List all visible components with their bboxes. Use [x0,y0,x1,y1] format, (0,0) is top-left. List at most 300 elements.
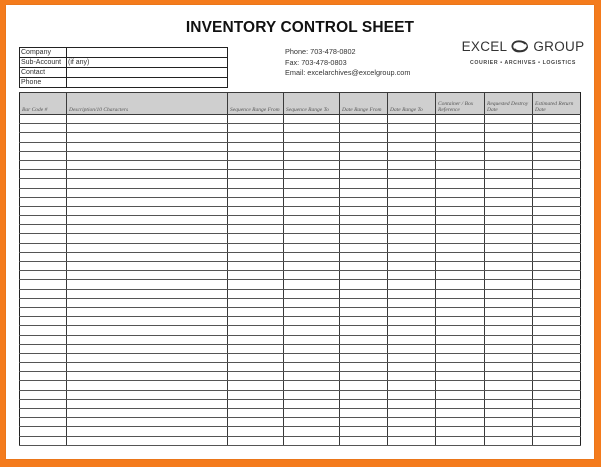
table-cell[interactable] [228,399,284,408]
table-cell[interactable] [340,170,388,179]
table-cell[interactable] [228,409,284,418]
table-cell[interactable] [388,418,436,427]
table-cell[interactable] [436,216,485,225]
table-cell[interactable] [485,326,533,335]
table-cell[interactable] [436,363,485,372]
table-cell[interactable] [20,399,67,408]
table-cell[interactable] [388,353,436,362]
table-cell[interactable] [533,252,581,261]
table-cell[interactable] [485,381,533,390]
table-cell[interactable] [485,399,533,408]
table-cell[interactable] [533,307,581,316]
table-cell[interactable] [67,363,228,372]
table-cell[interactable] [436,124,485,133]
table-cell[interactable] [485,409,533,418]
table-cell[interactable] [228,317,284,326]
table-cell[interactable] [67,133,228,142]
table-cell[interactable] [20,151,67,160]
table-cell[interactable] [20,188,67,197]
table-cell[interactable] [20,133,67,142]
table-cell[interactable] [533,280,581,289]
table-cell[interactable] [533,409,581,418]
table-cell[interactable] [67,427,228,436]
table-cell[interactable] [228,243,284,252]
table-cell[interactable] [228,280,284,289]
table-cell[interactable] [533,390,581,399]
table-cell[interactable] [67,170,228,179]
table-cell[interactable] [436,225,485,234]
table-cell[interactable] [436,409,485,418]
phone-field[interactable] [67,78,227,87]
table-cell[interactable] [228,289,284,298]
table-cell[interactable] [388,289,436,298]
table-cell[interactable] [388,179,436,188]
table-cell[interactable] [228,344,284,353]
table-cell[interactable] [340,436,388,445]
table-cell[interactable] [67,188,228,197]
table-cell[interactable] [388,160,436,169]
table-cell[interactable] [436,179,485,188]
table-cell[interactable] [67,124,228,133]
table-cell[interactable] [228,142,284,151]
table-cell[interactable] [20,252,67,261]
table-cell[interactable] [228,179,284,188]
table-cell[interactable] [533,151,581,160]
table-cell[interactable] [67,326,228,335]
table-cell[interactable] [340,298,388,307]
table-cell[interactable] [284,317,340,326]
table-cell[interactable] [284,390,340,399]
table-cell[interactable] [67,225,228,234]
table-cell[interactable] [340,317,388,326]
table-cell[interactable] [533,206,581,215]
table-cell[interactable] [533,289,581,298]
table-cell[interactable] [533,427,581,436]
table-cell[interactable] [20,197,67,206]
table-cell[interactable] [533,234,581,243]
table-cell[interactable] [67,307,228,316]
table-cell[interactable] [284,160,340,169]
table-cell[interactable] [436,234,485,243]
table-cell[interactable] [284,409,340,418]
table-cell[interactable] [284,353,340,362]
table-cell[interactable] [228,225,284,234]
table-cell[interactable] [533,317,581,326]
table-cell[interactable] [533,133,581,142]
table-cell[interactable] [485,124,533,133]
table-cell[interactable] [436,160,485,169]
table-cell[interactable] [436,289,485,298]
table-cell[interactable] [340,280,388,289]
table-cell[interactable] [340,243,388,252]
table-cell[interactable] [533,216,581,225]
table-cell[interactable] [228,252,284,261]
table-cell[interactable] [485,280,533,289]
table-cell[interactable] [228,133,284,142]
table-cell[interactable] [228,124,284,133]
table-cell[interactable] [228,436,284,445]
table-cell[interactable] [20,307,67,316]
table-cell[interactable] [340,115,388,124]
table-cell[interactable] [436,335,485,344]
table-cell[interactable] [533,197,581,206]
table-cell[interactable] [67,271,228,280]
table-cell[interactable] [388,363,436,372]
table-cell[interactable] [485,372,533,381]
table-cell[interactable] [436,353,485,362]
table-cell[interactable] [284,243,340,252]
table-cell[interactable] [228,363,284,372]
table-cell[interactable] [388,124,436,133]
table-cell[interactable] [436,252,485,261]
table-cell[interactable] [388,243,436,252]
table-cell[interactable] [228,234,284,243]
table-cell[interactable] [20,243,67,252]
table-cell[interactable] [340,390,388,399]
table-cell[interactable] [388,115,436,124]
table-cell[interactable] [284,271,340,280]
table-cell[interactable] [340,289,388,298]
table-cell[interactable] [20,115,67,124]
table-cell[interactable] [20,142,67,151]
table-cell[interactable] [228,170,284,179]
table-cell[interactable] [485,289,533,298]
table-cell[interactable] [436,390,485,399]
table-cell[interactable] [533,124,581,133]
table-cell[interactable] [228,151,284,160]
table-cell[interactable] [340,409,388,418]
table-cell[interactable] [20,160,67,169]
table-cell[interactable] [485,344,533,353]
table-cell[interactable] [485,151,533,160]
table-cell[interactable] [533,262,581,271]
table-cell[interactable] [485,179,533,188]
table-cell[interactable] [20,372,67,381]
table-cell[interactable] [284,179,340,188]
table-cell[interactable] [388,317,436,326]
sub-account-field[interactable]: (if any) [68,59,90,66]
table-cell[interactable] [485,271,533,280]
table-cell[interactable] [436,436,485,445]
table-cell[interactable] [284,188,340,197]
table-cell[interactable] [388,151,436,160]
table-cell[interactable] [533,170,581,179]
table-cell[interactable] [533,418,581,427]
table-cell[interactable] [533,335,581,344]
table-cell[interactable] [388,307,436,316]
table-cell[interactable] [436,133,485,142]
table-cell[interactable] [388,271,436,280]
table-cell[interactable] [485,298,533,307]
table-cell[interactable] [436,151,485,160]
table-cell[interactable] [485,418,533,427]
table-cell[interactable] [228,188,284,197]
table-cell[interactable] [284,225,340,234]
table-cell[interactable] [228,216,284,225]
table-cell[interactable] [67,335,228,344]
table-cell[interactable] [20,390,67,399]
table-cell[interactable] [67,280,228,289]
table-cell[interactable] [533,326,581,335]
table-cell[interactable] [340,372,388,381]
table-cell[interactable] [20,271,67,280]
table-cell[interactable] [20,436,67,445]
table-cell[interactable] [284,372,340,381]
table-cell[interactable] [485,252,533,261]
table-cell[interactable] [533,188,581,197]
table-cell[interactable] [388,225,436,234]
table-cell[interactable] [67,197,228,206]
table-cell[interactable] [436,381,485,390]
table-cell[interactable] [340,151,388,160]
table-cell[interactable] [436,170,485,179]
table-cell[interactable] [228,206,284,215]
table-cell[interactable] [67,372,228,381]
table-cell[interactable] [284,234,340,243]
table-cell[interactable] [284,436,340,445]
table-cell[interactable] [533,115,581,124]
table-cell[interactable] [533,243,581,252]
table-cell[interactable] [485,335,533,344]
table-cell[interactable] [284,170,340,179]
company-field[interactable] [67,48,227,57]
table-cell[interactable] [20,427,67,436]
table-cell[interactable] [340,225,388,234]
table-cell[interactable] [67,390,228,399]
table-cell[interactable] [436,326,485,335]
table-cell[interactable] [284,363,340,372]
table-cell[interactable] [67,160,228,169]
table-cell[interactable] [388,142,436,151]
table-cell[interactable] [284,399,340,408]
table-cell[interactable] [388,234,436,243]
table-cell[interactable] [436,298,485,307]
table-cell[interactable] [533,381,581,390]
table-cell[interactable] [228,160,284,169]
table-cell[interactable] [436,418,485,427]
table-cell[interactable] [485,427,533,436]
table-cell[interactable] [340,188,388,197]
table-cell[interactable] [533,225,581,234]
table-cell[interactable] [228,115,284,124]
table-cell[interactable] [436,262,485,271]
table-cell[interactable] [340,197,388,206]
table-cell[interactable] [67,142,228,151]
table-cell[interactable] [485,216,533,225]
table-cell[interactable] [533,298,581,307]
table-cell[interactable] [228,390,284,399]
table-cell[interactable] [388,252,436,261]
table-cell[interactable] [67,262,228,271]
table-cell[interactable] [228,372,284,381]
table-cell[interactable] [485,133,533,142]
table-cell[interactable] [284,197,340,206]
table-cell[interactable] [485,160,533,169]
table-cell[interactable] [436,317,485,326]
table-cell[interactable] [228,418,284,427]
table-cell[interactable] [284,216,340,225]
table-cell[interactable] [485,317,533,326]
table-cell[interactable] [533,142,581,151]
table-cell[interactable] [340,262,388,271]
table-cell[interactable] [67,317,228,326]
table-cell[interactable] [340,326,388,335]
table-cell[interactable] [533,372,581,381]
table-cell[interactable] [388,170,436,179]
table-cell[interactable] [20,418,67,427]
table-cell[interactable] [284,344,340,353]
table-cell[interactable] [284,298,340,307]
table-cell[interactable] [533,399,581,408]
table-cell[interactable] [284,289,340,298]
table-cell[interactable] [388,298,436,307]
table-cell[interactable] [436,243,485,252]
table-cell[interactable] [67,252,228,261]
table-cell[interactable] [67,179,228,188]
table-cell[interactable] [388,216,436,225]
table-cell[interactable] [388,390,436,399]
table-cell[interactable] [485,234,533,243]
table-cell[interactable] [436,372,485,381]
table-cell[interactable] [67,353,228,362]
table-cell[interactable] [485,188,533,197]
table-cell[interactable] [388,427,436,436]
table-cell[interactable] [228,353,284,362]
table-cell[interactable] [20,206,67,215]
table-cell[interactable] [67,289,228,298]
table-cell[interactable] [485,353,533,362]
table-cell[interactable] [228,197,284,206]
table-cell[interactable] [485,390,533,399]
table-cell[interactable] [436,280,485,289]
table-cell[interactable] [284,427,340,436]
table-cell[interactable] [67,206,228,215]
table-cell[interactable] [67,151,228,160]
table-cell[interactable] [20,124,67,133]
table-cell[interactable] [228,335,284,344]
table-cell[interactable] [340,216,388,225]
table-cell[interactable] [67,216,228,225]
table-cell[interactable] [533,436,581,445]
table-cell[interactable] [388,197,436,206]
table-cell[interactable] [485,197,533,206]
table-cell[interactable] [67,234,228,243]
table-cell[interactable] [388,206,436,215]
table-cell[interactable] [436,399,485,408]
table-cell[interactable] [67,115,228,124]
table-cell[interactable] [485,262,533,271]
table-cell[interactable] [485,115,533,124]
table-cell[interactable] [388,326,436,335]
table-cell[interactable] [20,179,67,188]
table-cell[interactable] [20,298,67,307]
table-cell[interactable] [67,344,228,353]
table-cell[interactable] [340,307,388,316]
table-cell[interactable] [485,243,533,252]
table-cell[interactable] [340,363,388,372]
table-cell[interactable] [67,298,228,307]
table-cell[interactable] [67,409,228,418]
table-cell[interactable] [436,142,485,151]
table-cell[interactable] [284,133,340,142]
table-cell[interactable] [284,124,340,133]
table-cell[interactable] [20,280,67,289]
table-cell[interactable] [340,160,388,169]
table-cell[interactable] [340,344,388,353]
table-cell[interactable] [20,289,67,298]
table-cell[interactable] [284,262,340,271]
table-cell[interactable] [340,399,388,408]
table-cell[interactable] [436,307,485,316]
table-cell[interactable] [340,142,388,151]
table-cell[interactable] [533,363,581,372]
table-cell[interactable] [388,280,436,289]
table-cell[interactable] [284,326,340,335]
table-cell[interactable] [340,124,388,133]
table-cell[interactable] [436,344,485,353]
table-cell[interactable] [340,206,388,215]
table-cell[interactable] [436,206,485,215]
table-cell[interactable] [533,271,581,280]
table-cell[interactable] [388,436,436,445]
table-cell[interactable] [436,188,485,197]
table-cell[interactable] [20,381,67,390]
table-cell[interactable] [388,188,436,197]
table-cell[interactable] [284,418,340,427]
table-cell[interactable] [533,353,581,362]
table-cell[interactable] [284,142,340,151]
table-cell[interactable] [436,197,485,206]
table-cell[interactable] [20,234,67,243]
table-cell[interactable] [340,335,388,344]
table-cell[interactable] [228,271,284,280]
table-cell[interactable] [485,363,533,372]
table-cell[interactable] [67,436,228,445]
table-cell[interactable] [485,206,533,215]
table-cell[interactable] [436,427,485,436]
table-cell[interactable] [20,344,67,353]
table-cell[interactable] [284,280,340,289]
table-cell[interactable] [388,381,436,390]
table-cell[interactable] [340,353,388,362]
table-cell[interactable] [284,151,340,160]
table-cell[interactable] [284,206,340,215]
table-cell[interactable] [20,326,67,335]
table-cell[interactable] [20,317,67,326]
table-cell[interactable] [340,234,388,243]
table-cell[interactable] [284,115,340,124]
table-cell[interactable] [388,409,436,418]
table-cell[interactable] [228,298,284,307]
table-cell[interactable] [340,381,388,390]
table-cell[interactable] [533,160,581,169]
table-cell[interactable] [436,271,485,280]
table-cell[interactable] [388,344,436,353]
table-cell[interactable] [20,353,67,362]
table-cell[interactable] [284,335,340,344]
table-cell[interactable] [67,418,228,427]
table-cell[interactable] [228,381,284,390]
table-cell[interactable] [284,307,340,316]
table-cell[interactable] [340,133,388,142]
table-cell[interactable] [228,427,284,436]
table-cell[interactable] [485,170,533,179]
table-cell[interactable] [485,436,533,445]
table-cell[interactable] [20,363,67,372]
table-cell[interactable] [67,381,228,390]
table-cell[interactable] [20,225,67,234]
table-cell[interactable] [340,252,388,261]
